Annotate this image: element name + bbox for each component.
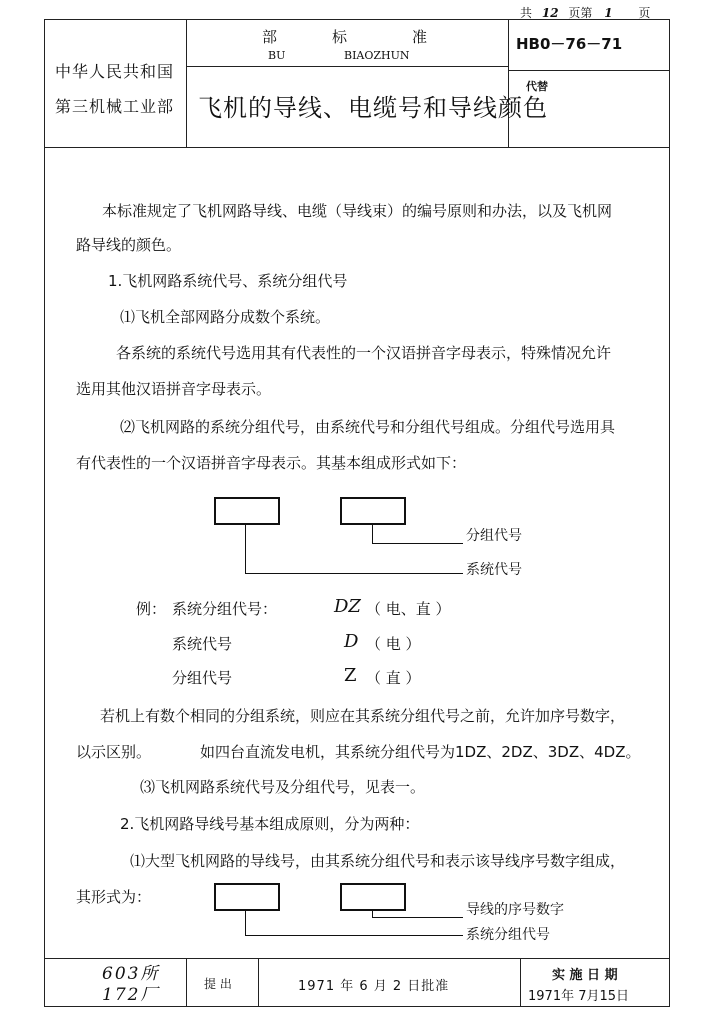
page-number: 1: [604, 6, 613, 20]
header-bottom: [44, 147, 670, 148]
total-pages: 12: [541, 6, 559, 20]
diagram1-system-code-box: [214, 497, 280, 525]
frame-right: [669, 19, 670, 1007]
note-line1: 若机上有数个相同的分组系统，则应在其系统分组代号之前，允许加序号数字，: [100, 707, 626, 725]
doc-title: 飞机的导线、电缆号和导线颜色: [198, 94, 548, 122]
ex-row1-label: 系统分组代号：: [172, 600, 278, 618]
sec1-3: ⑶飞机网路系统代号及分组代号，见表一。: [140, 778, 426, 796]
sec1-2-l1: ⑵飞机网路的系统分组代号，由系统代号和分组代号组成。分组代号选用具: [120, 418, 616, 436]
total-suffix: 页第: [568, 6, 593, 20]
frame-bottom: [44, 1006, 670, 1007]
std-label-cn-2: 标: [332, 28, 348, 46]
intro-line2: 路导线的颜色。: [76, 236, 182, 254]
issuer-line2: 第三机械工业部: [55, 97, 175, 116]
sec1-2-l2: 有代表性的一个汉语拼音字母表示。其基本组成形式如下：: [76, 454, 467, 472]
ex-row1-code: DZ: [334, 596, 361, 617]
footer-divider-2: [258, 958, 259, 1006]
frame-left: [44, 19, 45, 1007]
diagram1-group-code-box: [340, 497, 406, 525]
replaces-label: 代替: [526, 80, 548, 93]
header-title-sep: [186, 66, 508, 67]
proposer-line1: 603所: [102, 964, 160, 984]
diagram1-system-connector: [245, 523, 463, 574]
diagram2-group-connector: [245, 909, 463, 936]
note-line2b: 如四台直流发电机，其系统分组代号为1DZ、2DZ、3DZ、4DZ。: [200, 743, 641, 761]
sec1-1-para-l1: 各系统的系统代号选用其有代表性的一个汉语拼音字母表示，特殊情况允许: [116, 344, 612, 362]
effective-date: 1971年 7月15日: [528, 989, 630, 1004]
std-label-cn-3: 准: [412, 28, 428, 46]
sec1-1-para-l2: 选用其他汉语拼音字母表示。: [76, 380, 272, 398]
std-code: HB0－76－71: [516, 35, 623, 53]
diagram1-label-system: 系统代号: [466, 562, 522, 578]
proposed-label: 提 出: [204, 977, 232, 991]
std-label-cn-1: 部: [262, 28, 278, 46]
diagram2-label-seq: 导线的序号数字: [466, 902, 564, 918]
ex-row3-code: Z: [344, 665, 357, 686]
header-divider-1: [186, 19, 187, 147]
note-line2a: 以示区别。: [76, 743, 152, 761]
total-prefix: 共: [520, 6, 533, 20]
sec1-title: 1.飞机网路系统代号、系统分组代号: [108, 272, 348, 290]
sec2-1-l1: ⑴大型飞机网路的导线号，由其系统分组代号和表示该导线序号数字组成，: [130, 852, 626, 870]
header-code-sep: [508, 70, 670, 71]
ex-row1-meaning: （ 电、直 ）: [366, 600, 451, 618]
example-prefix: 例：: [136, 600, 167, 618]
diagram2-group-code-box: [214, 883, 280, 911]
ex-row2-meaning: （ 电 ）: [366, 635, 421, 653]
diagram2-label-group: 系统分组代号: [466, 927, 550, 943]
std-label-py-biaozhun: BIAOZHUN: [344, 49, 410, 62]
diagram2-seq-number-box: [340, 883, 406, 911]
diagram1-label-group: 分组代号: [466, 528, 522, 544]
intro-line1: 本标准规定了飞机网路导线、电缆（导线束）的编号原则和办法，以及飞机网: [102, 202, 613, 220]
header-divider-2: [508, 19, 509, 147]
footer-divider-3: [520, 958, 521, 1006]
std-label-py-bu: BU: [268, 49, 286, 62]
approval-text: 1971 年 6 月 2 日批准: [298, 979, 450, 994]
sec2-title: 2.飞机网路导线号基本组成原则，分为两种：: [120, 815, 420, 833]
ex-row3-meaning: （ 直 ）: [366, 669, 421, 687]
issuer-line1: 中华人民共和国: [55, 62, 175, 81]
ex-row2-code: D: [344, 631, 359, 652]
ex-row3-label: 分组代号: [172, 669, 233, 687]
footer-divider-1: [186, 958, 187, 1006]
effective-label: 实 施 日 期: [552, 968, 618, 983]
page-suffix: 页: [638, 6, 651, 20]
ex-row2-label: 系统代号: [172, 635, 233, 653]
frame-top: [44, 19, 670, 20]
sec2-1-l2: 其形式为：: [76, 888, 152, 906]
proposer-line2: 172厂: [102, 985, 160, 1005]
sec1-1: ⑴飞机全部网路分成数个系统。: [120, 308, 331, 326]
